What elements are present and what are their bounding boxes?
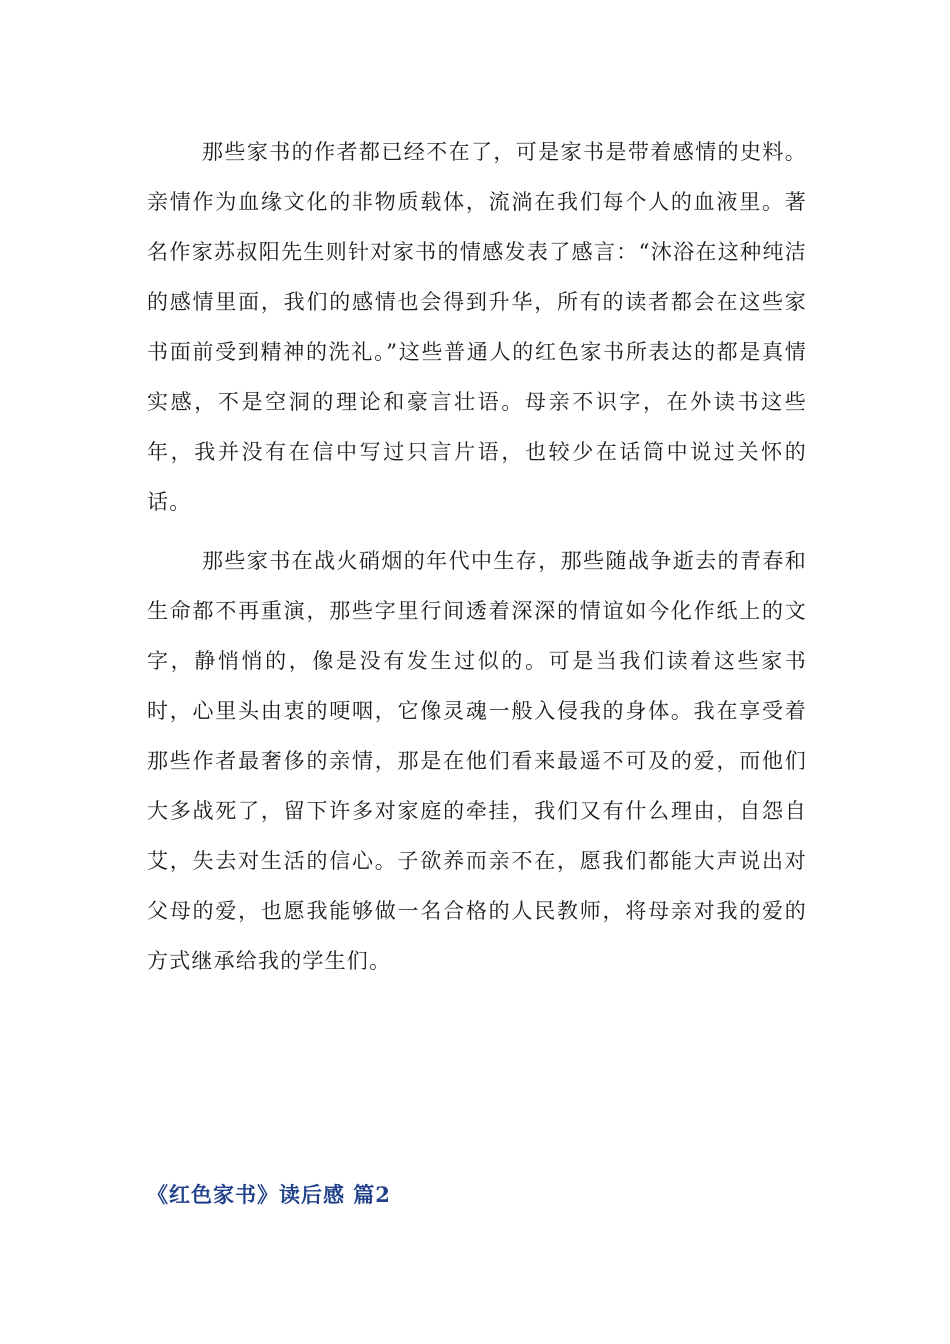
section-heading: 《红色家书》读后感 篇2 [147,1182,391,1207]
body-paragraph-2: 那些家书在战火硝烟的年代中生存，那些随战争逝去的青春和生命都不再重演，那些字里行间透着深深的情谊如今化作纸上的文字，静悄悄的，像是没有发生过似的。可是当我们读着这些家书时，心里头由衷的哽咽，它像灵魂一般入侵我的身体。我在享受着那些作者最奢侈的亲情，那是在他们看来最遥不可及的爱，而他们大多战死了，留下许多对家庭的牵挂，我们又有什么理由，自怨自艾，失去对生活的信心。子欲养而亲不在，愿我们都能大声说出对父母的爱，也愿我能够做一名合格的人民教师，将母亲对我的爱的方式继承给我的学生们。 [147,549,807,973]
body-paragraph-1: 那些家书的作者都已经不在了，可是家书是带着感情的史料。亲情作为血缘文化的非物质载体，流淌在我们每个人的血液里。著名作家苏叔阳先生则针对家书的情感发表了感言：“沐浴在这种纯洁的感情里面，我们的感情也会得到升华，所有的读者都会在这些家书面前受到精神的洗礼。”这些普通人的红色家书所表达的都是真情实感，不是空洞的理论和豪言壮语。母亲不识字，在外读书这些年，我并没有在信中写过只言片语，也较少在话筒中说过关怀的话。 [147,140,807,514]
